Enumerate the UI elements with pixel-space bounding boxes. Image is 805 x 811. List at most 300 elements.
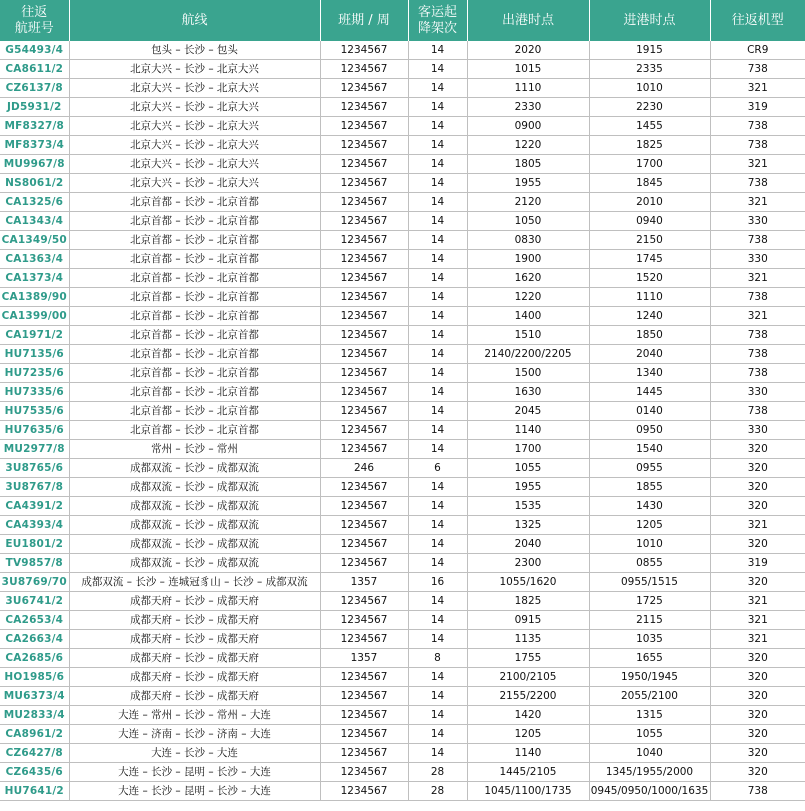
header-freq-line1: 客运起 — [417, 4, 457, 20]
cell-arrival-time: 0940 — [589, 212, 710, 231]
table-row — [0, 611, 805, 630]
cell-departure-time: 0900 — [467, 117, 589, 136]
cell-flight-number: CA2685/6 — [0, 649, 69, 668]
cell-arrival-time: 1540 — [589, 440, 710, 459]
cell-route: 大连 – 常州 – 长沙 – 常州 – 大连 — [69, 706, 320, 725]
cell-route: 北京首都 – 长沙 – 北京首都 — [69, 383, 320, 402]
cell-aircraft-type: 738 — [710, 326, 805, 345]
cell-frequency: 14 — [408, 554, 467, 573]
cell-flight-number: CA8611/2 — [0, 60, 69, 79]
cell-aircraft-type: 321 — [710, 516, 805, 535]
cell-arrival-time: 1845 — [589, 174, 710, 193]
cell-flight-number: NS8061/2 — [0, 174, 69, 193]
cell-arrival-time: 1040 — [589, 744, 710, 763]
cell-route: 北京首都 – 长沙 – 北京首都 — [69, 212, 320, 231]
cell-frequency: 14 — [408, 60, 467, 79]
cell-arrival-time: 1455 — [589, 117, 710, 136]
cell-aircraft-type: 738 — [710, 345, 805, 364]
header-row — [0, 0, 805, 41]
table-row — [0, 668, 805, 687]
cell-flight-number: HU7535/6 — [0, 402, 69, 421]
cell-departure-time: 1700 — [467, 440, 589, 459]
cell-aircraft-type: 738 — [710, 364, 805, 383]
cell-arrival-time: 0140 — [589, 402, 710, 421]
cell-schedule: 1234567 — [320, 383, 408, 402]
cell-frequency: 14 — [408, 307, 467, 326]
cell-aircraft-type: 320 — [710, 573, 805, 592]
cell-schedule: 1234567 — [320, 763, 408, 782]
cell-aircraft-type: 320 — [710, 440, 805, 459]
cell-aircraft-type: 330 — [710, 250, 805, 269]
cell-aircraft-type: 321 — [710, 193, 805, 212]
cell-schedule: 1234567 — [320, 630, 408, 649]
cell-route: 北京首都 – 长沙 – 北京首都 — [69, 269, 320, 288]
cell-arrival-time: 2055/2100 — [589, 687, 710, 706]
cell-arrival-time: 0955/1515 — [589, 573, 710, 592]
table-row — [0, 288, 805, 307]
cell-schedule: 1234567 — [320, 60, 408, 79]
cell-arrival-time: 1010 — [589, 535, 710, 554]
cell-departure-time: 2040 — [467, 535, 589, 554]
table-row — [0, 687, 805, 706]
cell-frequency: 28 — [408, 782, 467, 801]
cell-aircraft-type: 320 — [710, 687, 805, 706]
cell-aircraft-type: 738 — [710, 402, 805, 421]
cell-route: 北京大兴 – 长沙 – 北京大兴 — [69, 155, 320, 174]
cell-route: 北京首都 – 长沙 – 北京首都 — [69, 231, 320, 250]
cell-frequency: 14 — [408, 136, 467, 155]
cell-aircraft-type: 738 — [710, 136, 805, 155]
table-row — [0, 516, 805, 535]
table-row — [0, 117, 805, 136]
cell-route: 北京首都 – 长沙 – 北京首都 — [69, 402, 320, 421]
cell-arrival-time: 1655 — [589, 649, 710, 668]
cell-flight-number: MF8327/8 — [0, 117, 69, 136]
cell-schedule: 1234567 — [320, 174, 408, 193]
cell-flight-number: CA1363/4 — [0, 250, 69, 269]
cell-route: 北京大兴 – 长沙 – 北京大兴 — [69, 174, 320, 193]
cell-schedule: 1357 — [320, 649, 408, 668]
cell-aircraft-type: 738 — [710, 174, 805, 193]
cell-departure-time: 1045/1100/1735 — [467, 782, 589, 801]
cell-frequency: 14 — [408, 193, 467, 212]
cell-aircraft-type: 320 — [710, 725, 805, 744]
table-row — [0, 364, 805, 383]
cell-aircraft-type: 330 — [710, 383, 805, 402]
cell-arrival-time: 2335 — [589, 60, 710, 79]
cell-flight-number: CZ6435/6 — [0, 763, 69, 782]
header-departure-time: 出港时点 — [467, 0, 589, 41]
cell-schedule: 1234567 — [320, 782, 408, 801]
table-row — [0, 98, 805, 117]
cell-schedule: 1234567 — [320, 554, 408, 573]
cell-arrival-time: 1520 — [589, 269, 710, 288]
cell-frequency: 14 — [408, 174, 467, 193]
cell-schedule: 1234567 — [320, 364, 408, 383]
table-row — [0, 60, 805, 79]
table-header — [0, 0, 805, 41]
cell-departure-time: 1325 — [467, 516, 589, 535]
cell-schedule: 1234567 — [320, 687, 408, 706]
cell-flight-number: HU7235/6 — [0, 364, 69, 383]
table-body — [0, 41, 805, 801]
cell-aircraft-type: 330 — [710, 421, 805, 440]
cell-route: 成都双流 – 长沙 – 成都双流 — [69, 554, 320, 573]
cell-route: 北京大兴 – 长沙 – 北京大兴 — [69, 136, 320, 155]
cell-flight-number: CA1325/6 — [0, 193, 69, 212]
cell-flight-number: HU7135/6 — [0, 345, 69, 364]
cell-route: 成都天府 – 长沙 – 成都天府 — [69, 687, 320, 706]
table-row — [0, 706, 805, 725]
cell-arrival-time: 1035 — [589, 630, 710, 649]
cell-departure-time: 1620 — [467, 269, 589, 288]
cell-flight-number: CZ6137/8 — [0, 79, 69, 98]
cell-departure-time: 1500 — [467, 364, 589, 383]
cell-schedule: 1234567 — [320, 345, 408, 364]
cell-frequency: 14 — [408, 269, 467, 288]
cell-route: 北京首都 – 长沙 – 北京首都 — [69, 421, 320, 440]
table-row — [0, 592, 805, 611]
cell-schedule: 1234567 — [320, 592, 408, 611]
cell-flight-number: CA2663/4 — [0, 630, 69, 649]
cell-schedule: 1234567 — [320, 611, 408, 630]
cell-route: 大连 – 济南 – 长沙 – 济南 – 大连 — [69, 725, 320, 744]
cell-route: 北京首都 – 长沙 – 北京首都 — [69, 345, 320, 364]
cell-flight-number: CA1343/4 — [0, 212, 69, 231]
cell-arrival-time: 1010 — [589, 79, 710, 98]
cell-departure-time: 1055/1620 — [467, 573, 589, 592]
cell-aircraft-type: 738 — [710, 117, 805, 136]
cell-route: 北京首都 – 长沙 – 北京首都 — [69, 193, 320, 212]
cell-frequency: 14 — [408, 611, 467, 630]
cell-route: 成都天府 – 长沙 – 成都天府 — [69, 630, 320, 649]
cell-frequency: 14 — [408, 250, 467, 269]
cell-route: 成都双流 – 长沙 – 成都双流 — [69, 535, 320, 554]
table-row — [0, 763, 805, 782]
cell-flight-number: CA2653/4 — [0, 611, 69, 630]
cell-aircraft-type: 321 — [710, 155, 805, 174]
cell-departure-time: 2155/2200 — [467, 687, 589, 706]
cell-arrival-time: 2040 — [589, 345, 710, 364]
cell-flight-number: HU7635/6 — [0, 421, 69, 440]
cell-arrival-time: 0955 — [589, 459, 710, 478]
cell-departure-time: 2120 — [467, 193, 589, 212]
cell-frequency: 14 — [408, 117, 467, 136]
cell-flight-number: 3U8767/8 — [0, 478, 69, 497]
header-aircraft-type: 往返机型 — [710, 0, 805, 41]
cell-aircraft-type: 321 — [710, 307, 805, 326]
cell-schedule: 1234567 — [320, 193, 408, 212]
table-row — [0, 649, 805, 668]
cell-route: 北京大兴 – 长沙 – 北京大兴 — [69, 117, 320, 136]
cell-departure-time: 2100/2105 — [467, 668, 589, 687]
cell-schedule: 1357 — [320, 573, 408, 592]
cell-frequency: 14 — [408, 687, 467, 706]
table-row — [0, 402, 805, 421]
cell-aircraft-type: 320 — [710, 535, 805, 554]
cell-departure-time: 1955 — [467, 478, 589, 497]
table-row — [0, 174, 805, 193]
cell-aircraft-type: 320 — [710, 763, 805, 782]
cell-frequency: 16 — [408, 573, 467, 592]
cell-flight-number: MU9967/8 — [0, 155, 69, 174]
cell-aircraft-type: 321 — [710, 269, 805, 288]
header-flight-number — [0, 0, 69, 41]
cell-arrival-time: 1205 — [589, 516, 710, 535]
cell-aircraft-type: 320 — [710, 649, 805, 668]
cell-schedule: 1234567 — [320, 535, 408, 554]
cell-arrival-time: 1700 — [589, 155, 710, 174]
cell-route: 北京首都 – 长沙 – 北京首都 — [69, 307, 320, 326]
cell-aircraft-type: 321 — [710, 592, 805, 611]
cell-frequency: 14 — [408, 421, 467, 440]
table-row — [0, 307, 805, 326]
cell-route: 成都双流 – 长沙 – 成都双流 — [69, 516, 320, 535]
table-row — [0, 497, 805, 516]
cell-departure-time: 2020 — [467, 41, 589, 60]
cell-arrival-time: 1340 — [589, 364, 710, 383]
cell-flight-number: HO1985/6 — [0, 668, 69, 687]
cell-departure-time: 1805 — [467, 155, 589, 174]
cell-departure-time: 1900 — [467, 250, 589, 269]
table-row — [0, 269, 805, 288]
cell-arrival-time: 1855 — [589, 478, 710, 497]
cell-departure-time: 1400 — [467, 307, 589, 326]
cell-departure-time: 1535 — [467, 497, 589, 516]
cell-flight-number: CA1349/50 — [0, 231, 69, 250]
cell-schedule: 1234567 — [320, 269, 408, 288]
cell-arrival-time: 1915 — [589, 41, 710, 60]
cell-flight-number: MF8373/4 — [0, 136, 69, 155]
cell-flight-number: 3U8765/6 — [0, 459, 69, 478]
cell-departure-time: 2140/2200/2205 — [467, 345, 589, 364]
cell-aircraft-type: 330 — [710, 212, 805, 231]
cell-schedule: 1234567 — [320, 41, 408, 60]
header-flight-line2: 航班号 — [14, 20, 54, 36]
cell-schedule: 1234567 — [320, 725, 408, 744]
cell-flight-number: TV9857/8 — [0, 554, 69, 573]
cell-frequency: 6 — [408, 459, 467, 478]
cell-flight-number: CA8961/2 — [0, 725, 69, 744]
table-row — [0, 193, 805, 212]
cell-arrival-time: 1110 — [589, 288, 710, 307]
cell-aircraft-type: 738 — [710, 782, 805, 801]
cell-schedule: 1234567 — [320, 231, 408, 250]
cell-departure-time: 1755 — [467, 649, 589, 668]
header-freq-line2: 降架次 — [417, 20, 457, 36]
cell-frequency: 14 — [408, 402, 467, 421]
cell-flight-number: CA1373/4 — [0, 269, 69, 288]
table-row — [0, 136, 805, 155]
cell-frequency: 14 — [408, 497, 467, 516]
cell-schedule: 1234567 — [320, 117, 408, 136]
cell-schedule: 1234567 — [320, 668, 408, 687]
cell-frequency: 14 — [408, 668, 467, 687]
cell-route: 大连 – 长沙 – 大连 — [69, 744, 320, 763]
cell-route: 成都天府 – 长沙 – 成都天府 — [69, 611, 320, 630]
header-route: 航线 — [69, 0, 320, 41]
cell-route: 成都天府 – 长沙 – 成都天府 — [69, 649, 320, 668]
cell-frequency: 14 — [408, 744, 467, 763]
table-row — [0, 554, 805, 573]
table-row — [0, 535, 805, 554]
table-row — [0, 231, 805, 250]
cell-flight-number: CA1389/90 — [0, 288, 69, 307]
table-row — [0, 79, 805, 98]
table-row — [0, 478, 805, 497]
cell-arrival-time: 1055 — [589, 725, 710, 744]
cell-arrival-time: 1240 — [589, 307, 710, 326]
table-row — [0, 155, 805, 174]
cell-arrival-time: 2010 — [589, 193, 710, 212]
cell-route: 成都双流 – 长沙 – 成都双流 — [69, 459, 320, 478]
cell-flight-number: MU2977/8 — [0, 440, 69, 459]
cell-departure-time: 1205 — [467, 725, 589, 744]
cell-frequency: 14 — [408, 478, 467, 497]
cell-arrival-time: 1825 — [589, 136, 710, 155]
cell-arrival-time: 1745 — [589, 250, 710, 269]
cell-flight-number: MU6373/4 — [0, 687, 69, 706]
cell-flight-number: HU7335/6 — [0, 383, 69, 402]
cell-schedule: 1234567 — [320, 440, 408, 459]
cell-frequency: 14 — [408, 364, 467, 383]
cell-frequency: 8 — [408, 649, 467, 668]
cell-frequency: 14 — [408, 212, 467, 231]
cell-aircraft-type: 320 — [710, 668, 805, 687]
cell-route: 北京大兴 – 长沙 – 北京大兴 — [69, 60, 320, 79]
table-row — [0, 212, 805, 231]
cell-departure-time: 1135 — [467, 630, 589, 649]
cell-flight-number: CA1399/00 — [0, 307, 69, 326]
cell-aircraft-type: 738 — [710, 288, 805, 307]
cell-arrival-time: 0945/0950/1000/1635 — [589, 782, 710, 801]
table-row — [0, 421, 805, 440]
table-row — [0, 41, 805, 60]
cell-route: 大连 – 长沙 – 昆明 – 长沙 – 大连 — [69, 782, 320, 801]
cell-schedule: 1234567 — [320, 136, 408, 155]
cell-frequency: 14 — [408, 592, 467, 611]
cell-departure-time: 1050 — [467, 212, 589, 231]
cell-flight-number: 3U6741/2 — [0, 592, 69, 611]
table-row — [0, 573, 805, 592]
cell-route: 北京大兴 – 长沙 – 北京大兴 — [69, 98, 320, 117]
table-row — [0, 440, 805, 459]
cell-schedule: 1234567 — [320, 478, 408, 497]
cell-schedule: 246 — [320, 459, 408, 478]
cell-route: 北京首都 – 长沙 – 北京首都 — [69, 326, 320, 345]
cell-departure-time: 2300 — [467, 554, 589, 573]
cell-route: 北京首都 – 长沙 – 北京首都 — [69, 364, 320, 383]
cell-flight-number: CA4391/2 — [0, 497, 69, 516]
cell-arrival-time: 2150 — [589, 231, 710, 250]
cell-departure-time: 1445/2105 — [467, 763, 589, 782]
cell-schedule: 1234567 — [320, 706, 408, 725]
cell-frequency: 14 — [408, 345, 467, 364]
table-row — [0, 744, 805, 763]
cell-arrival-time: 1725 — [589, 592, 710, 611]
cell-arrival-time: 1315 — [589, 706, 710, 725]
cell-departure-time: 1220 — [467, 136, 589, 155]
cell-schedule: 1234567 — [320, 402, 408, 421]
cell-schedule: 1234567 — [320, 421, 408, 440]
table-row — [0, 383, 805, 402]
cell-frequency: 14 — [408, 440, 467, 459]
cell-arrival-time: 1950/1945 — [589, 668, 710, 687]
cell-schedule: 1234567 — [320, 326, 408, 345]
cell-frequency: 14 — [408, 706, 467, 725]
cell-frequency: 14 — [408, 383, 467, 402]
table-row — [0, 326, 805, 345]
cell-flight-number: CA1971/2 — [0, 326, 69, 345]
cell-flight-number: CZ6427/8 — [0, 744, 69, 763]
cell-schedule: 1234567 — [320, 307, 408, 326]
cell-departure-time: 1955 — [467, 174, 589, 193]
table-row — [0, 459, 805, 478]
cell-route: 常州 – 长沙 – 常州 — [69, 440, 320, 459]
header-arrival-time: 进港时点 — [589, 0, 710, 41]
cell-frequency: 14 — [408, 630, 467, 649]
cell-aircraft-type: 738 — [710, 60, 805, 79]
cell-route: 成都双流 – 长沙 – 连城冠豸山 – 长沙 – 成都双流 — [69, 573, 320, 592]
cell-departure-time: 1110 — [467, 79, 589, 98]
cell-aircraft-type: 320 — [710, 706, 805, 725]
cell-flight-number: HU7641/2 — [0, 782, 69, 801]
cell-aircraft-type: 738 — [710, 231, 805, 250]
cell-departure-time: 2045 — [467, 402, 589, 421]
cell-schedule: 1234567 — [320, 212, 408, 231]
cell-route: 大连 – 长沙 – 昆明 – 长沙 – 大连 — [69, 763, 320, 782]
cell-aircraft-type: 319 — [710, 554, 805, 573]
cell-departure-time: 0830 — [467, 231, 589, 250]
cell-aircraft-type: 321 — [710, 611, 805, 630]
table-row — [0, 782, 805, 801]
cell-arrival-time: 1445 — [589, 383, 710, 402]
cell-departure-time: 1420 — [467, 706, 589, 725]
table-row — [0, 725, 805, 744]
cell-route: 北京首都 – 长沙 – 北京首都 — [69, 250, 320, 269]
cell-schedule: 1234567 — [320, 516, 408, 535]
cell-schedule: 1234567 — [320, 155, 408, 174]
table-row — [0, 250, 805, 269]
cell-aircraft-type: CR9 — [710, 41, 805, 60]
cell-aircraft-type: 320 — [710, 497, 805, 516]
table-row — [0, 630, 805, 649]
header-flight-line1: 往返 — [21, 4, 48, 20]
cell-route: 北京首都 – 长沙 – 北京首都 — [69, 288, 320, 307]
cell-flight-number: EU1801/2 — [0, 535, 69, 554]
table-row — [0, 345, 805, 364]
cell-frequency: 14 — [408, 535, 467, 554]
cell-route: 成都双流 – 长沙 – 成都双流 — [69, 478, 320, 497]
cell-flight-number: CA4393/4 — [0, 516, 69, 535]
cell-route: 北京大兴 – 长沙 – 北京大兴 — [69, 79, 320, 98]
cell-route: 成都天府 – 长沙 – 成都天府 — [69, 668, 320, 687]
cell-route: 成都双流 – 长沙 – 成都双流 — [69, 497, 320, 516]
cell-schedule: 1234567 — [320, 98, 408, 117]
cell-frequency: 14 — [408, 98, 467, 117]
cell-departure-time: 1510 — [467, 326, 589, 345]
cell-flight-number: 3U8769/70 — [0, 573, 69, 592]
cell-schedule: 1234567 — [320, 744, 408, 763]
cell-departure-time: 1015 — [467, 60, 589, 79]
cell-departure-time: 1220 — [467, 288, 589, 307]
cell-departure-time: 1630 — [467, 383, 589, 402]
cell-frequency: 28 — [408, 763, 467, 782]
cell-aircraft-type: 319 — [710, 98, 805, 117]
cell-aircraft-type: 320 — [710, 478, 805, 497]
cell-departure-time: 2330 — [467, 98, 589, 117]
cell-departure-time: 0915 — [467, 611, 589, 630]
